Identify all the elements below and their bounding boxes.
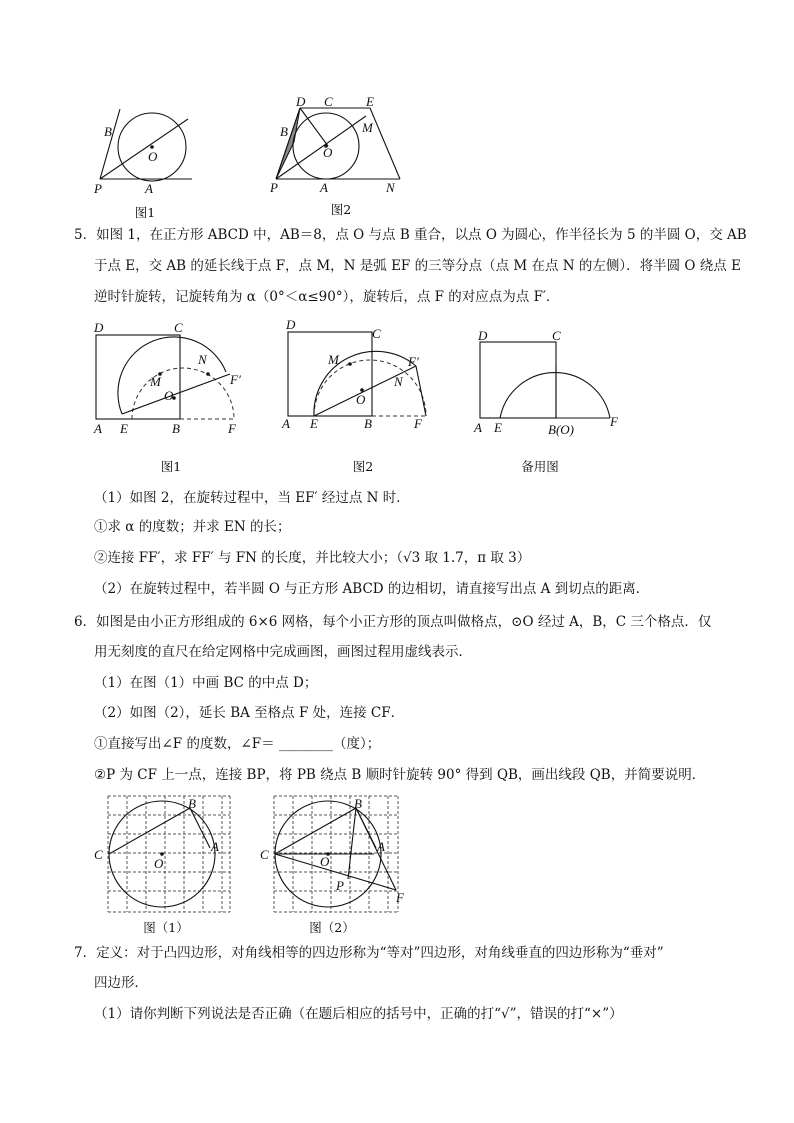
label-O: O [356,392,366,407]
label-A: A [211,839,219,854]
label-E: E [494,420,502,435]
label-B: B [364,416,372,431]
q5-sub-2: （2）在旋转过程中，若半圆 O 与正方形 ABCD 的边相切，请直接写出点 A 到切点的距离． [94,581,650,597]
label-O: O [320,854,330,869]
top-figure-1-caption: 图1 [134,205,156,220]
label-D: D [286,317,296,332]
label-N: N [394,374,403,389]
q6-line-3: （1）在图（1）中画 BC 的中点 D； [94,675,318,691]
label-C: C [372,326,381,341]
label-A: A [474,420,482,435]
label-N: N [198,352,207,367]
label-M: M [328,352,339,367]
label-B: B [280,124,288,139]
label-O: O [164,388,174,403]
label-E: E [120,421,128,436]
label-F: F [414,416,422,431]
label-A: A [320,180,328,195]
q5-figure-1-caption: 图1 [160,459,182,474]
label-F: F [228,421,236,436]
label-B-O: B(O) [548,422,574,437]
q7-line-2: 四边形． [94,975,148,991]
label-M: M [150,374,161,389]
label-D: D [94,320,104,335]
q5-figure-1 [88,318,248,438]
q5-line-2: 于点 E，交 AB 的延长线于点 F，点 M，N 是弧 EF 的三等分点（点 M 在点 N 的左侧）．将半圆 O 绕点 E [94,258,741,274]
q5-line-3: 逆时针旋转，记旋转角为 α（0°＜α≤90°），旋转后，点 F 的对应点为点 F′． [94,289,560,305]
label-C: C [324,94,333,109]
q6-line-2: 用无刻度的直尺在给定网格中完成画图，画图过程用虚线表示． [94,644,472,660]
label-A: A [282,416,290,431]
q7-line-3: （1）请你判断下列说法是否正确（在题后相应的括号中，正确的打“√”，错误的打“×”） [94,1006,623,1022]
top-figure-1 [92,95,202,196]
q5-figure-3-caption: 备用图 [521,459,559,474]
label-P: P [336,878,344,893]
label-D: D [478,328,488,343]
label-P: P [94,181,102,196]
label-F-prime: F′ [230,372,241,387]
label-A: A [145,181,153,196]
label-O: O [323,145,333,160]
label-B: B [172,421,180,436]
label-F-prime: F′ [408,354,419,369]
label-F: F [396,890,404,905]
label-A: A [94,421,102,436]
q5-sub-1-a: ①求 α 的度数；并求 EN 的长； [94,519,291,535]
q5-figure-2 [282,316,442,436]
q6-line-6: ②P 为 CF 上一点，连接 BP，将 PB 绕点 B 顺时针旋转 90° 得到 QB，画出线段 QB，并简要说明． [94,767,706,783]
q6-figure-2 [256,794,416,916]
label-C: C [174,320,183,335]
label-O: O [154,856,164,871]
q5-figure-2-caption: 图2 [352,459,374,474]
label-E: E [366,94,374,109]
label-C: C [552,328,561,343]
q6-figure-2-caption: 图（2） [309,920,355,935]
q6-figure-1 [90,794,240,916]
q7-line-1: 7．定义：对于凸四边形，对角线相等的四边形称为“等对”四边形，对角线垂直的四边形称为“垂对” [74,945,664,961]
q5-figure-3 [470,326,630,438]
q6-figure-1-caption: 图（1） [143,920,189,935]
label-M: M [362,120,373,135]
label-O: O [148,149,158,164]
label-E: E [310,416,318,431]
top-figure-2-caption: 图2 [330,202,352,217]
q5-sub-1: （1）如图 2，在旋转过程中，当 EF′ 经过点 N 时． [94,490,410,506]
q6-line-5: ①直接写出∠F 的度数，∠F＝ ________（度）； [94,736,381,752]
label-B: B [104,124,112,139]
label-C: C [94,847,103,862]
label-F: F [610,414,618,429]
q5-line-1: 5．如图 1，在正方形 ABCD 中，AB＝8，点 O 与点 B 重合，以点 O 为圆心，作半径长为 5 的半圆 O，交 AB [74,227,747,243]
label-B: B [354,796,362,811]
q6-line-1: 6．如图是由小正方形组成的 6×6 网格，每个小正方形的顶点叫做格点，⊙O 经过 A，B，C 三个格点．仅 [74,614,712,630]
q5-sub-1-b: ②连接 FF′，求 FF′ 与 FN 的长度，并比较大小；（√3 取 1.7，π 取 3） [94,550,531,566]
label-N: N [386,180,395,195]
label-B: B [188,796,196,811]
top-figure-2 [270,94,410,194]
q6-line-4: （2）如图（2），延长 BA 至格点 F 处，连接 CF． [94,705,405,721]
label-C: C [260,847,269,862]
label-A: A [377,839,385,854]
label-P: P [270,180,278,195]
label-D: D [296,94,306,109]
